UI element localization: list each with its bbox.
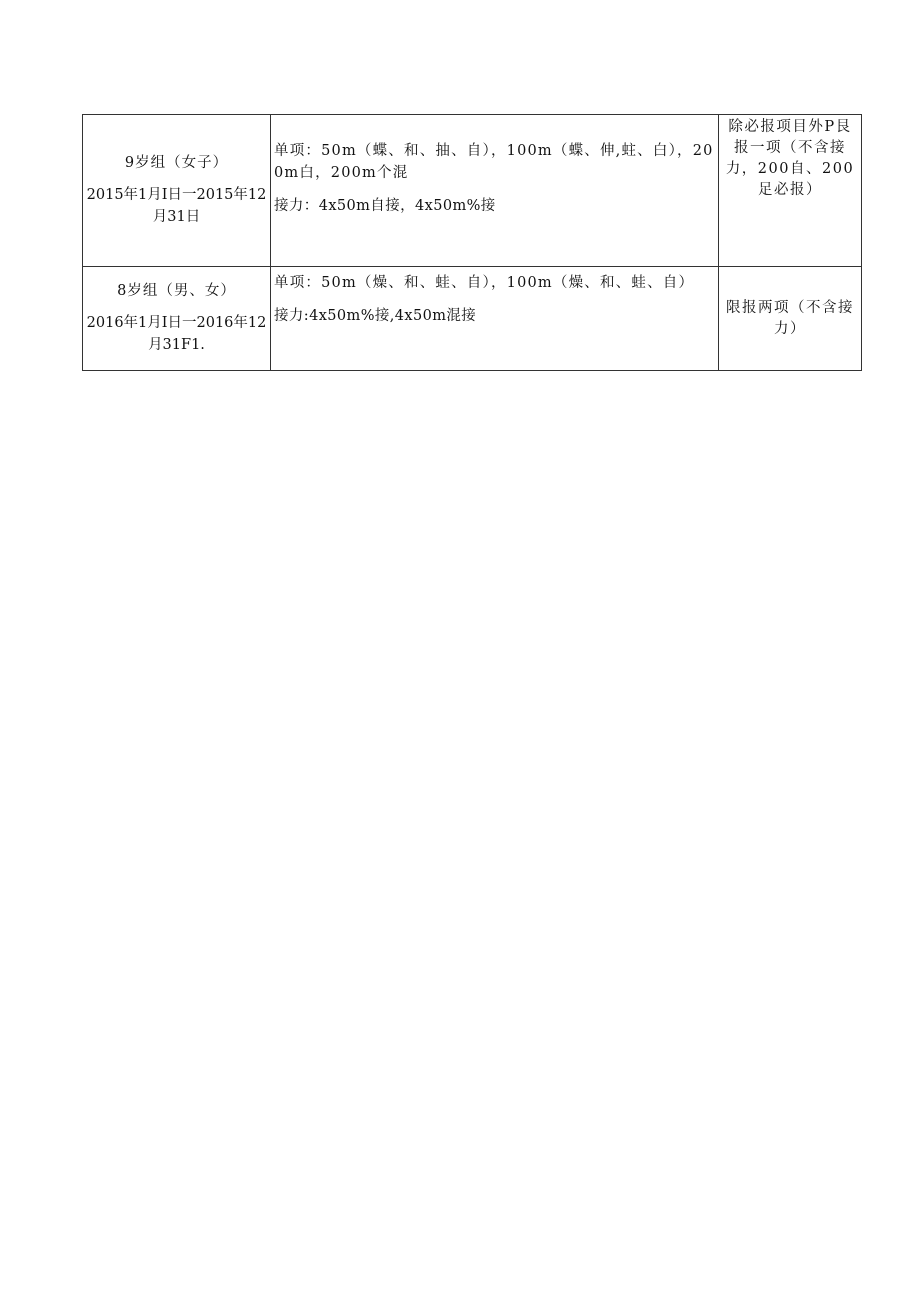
- birth-date-range: 2016年1月I日一2016年12月31F1.: [86, 315, 267, 353]
- table-row: [83, 267, 862, 371]
- single-events-text: 单项：50m（燥、和、蛙、自），100m（燥、和、蛙、自）: [274, 275, 695, 291]
- relay-events-text: 接力:4x50m%接,4x50m混接: [274, 308, 477, 324]
- birth-date-range: 2015年1月I日一2015年12月31日: [86, 187, 267, 225]
- entry-limit-note: 除必报项目外P艮报一项（不含接力，200自、200足必报）: [719, 115, 862, 267]
- events-cell: [271, 115, 719, 267]
- single-events-text: 单项：50m（蝶、和、抽、自），100m（蝶、伸,蛀、白），200m白，200m个混: [274, 143, 714, 181]
- events-table: [82, 114, 862, 371]
- age-group-cell: [83, 267, 271, 371]
- age-group-name: 8岁组（男、女）: [117, 283, 236, 299]
- relay-events-text: 接力：4x50m自接，4x50m%接: [274, 198, 496, 214]
- entry-limit-note: 限报两项（不含接力）: [719, 267, 862, 371]
- age-group-cell: [83, 115, 271, 267]
- events-cell: [271, 267, 719, 371]
- table-row: [83, 115, 862, 267]
- age-group-name: 9岁组（女子）: [124, 155, 229, 171]
